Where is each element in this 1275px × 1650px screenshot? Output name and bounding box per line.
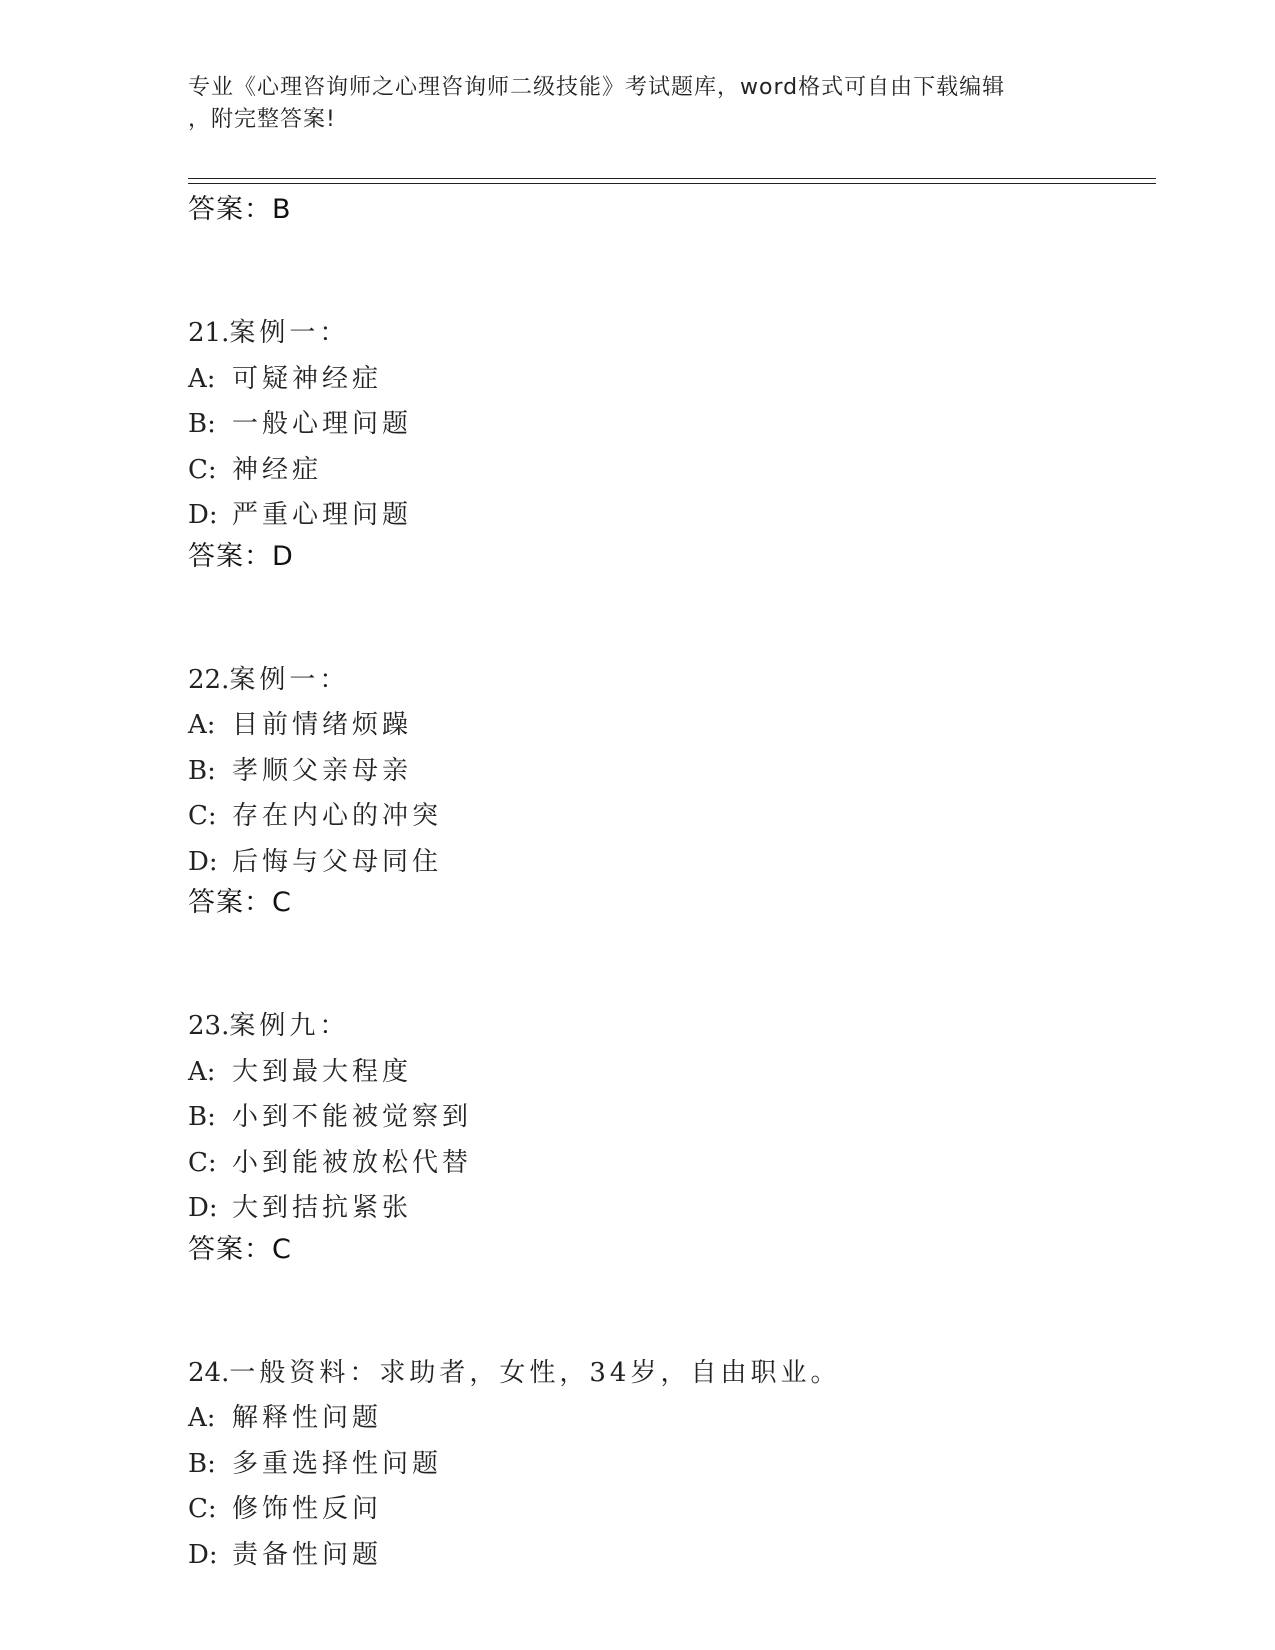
option-text: 小到能被放松代替 <box>232 1147 473 1178</box>
question-stem <box>188 1004 1148 1050</box>
question-number: 21. <box>188 318 230 348</box>
option-text: 目前情绪烦躁 <box>232 710 413 740</box>
option-c <box>188 448 1148 494</box>
question-24 <box>188 1351 1148 1579</box>
option-c <box>188 1141 1148 1187</box>
header-divider-bottom <box>188 183 1156 184</box>
question-text: 案例一： <box>229 664 350 695</box>
option-letter: D: <box>188 500 218 530</box>
option-b <box>188 749 1148 795</box>
option-letter: C: <box>188 1147 217 1178</box>
option-b <box>188 1442 1148 1488</box>
option-text: 后悔与父母同住 <box>232 846 443 877</box>
option-d <box>188 1533 1148 1579</box>
option-text: 多重选择性问题 <box>232 1448 443 1479</box>
option-letter: D: <box>188 846 218 877</box>
option-text: 神经症 <box>232 454 323 485</box>
option-b <box>188 402 1148 448</box>
option-text: 大到最大程度 <box>232 1056 413 1087</box>
document-header <box>188 72 1088 136</box>
option-letter: D: <box>188 1539 218 1570</box>
option-d <box>188 1186 1148 1232</box>
previous-answer: 答案：B <box>188 194 292 225</box>
option-b <box>188 1095 1148 1141</box>
option-letter: C: <box>188 454 217 485</box>
option-text: 孝顺父亲母亲 <box>232 755 413 786</box>
option-letter: C: <box>188 1494 217 1524</box>
option-text: 责备性问题 <box>232 1539 383 1570</box>
option-a <box>188 1050 1148 1096</box>
question-text: 案例九： <box>229 1011 350 1041</box>
option-text: 小到不能被觉察到 <box>232 1102 473 1132</box>
option-letter: B: <box>188 409 216 439</box>
option-text: 存在内心的冲突 <box>232 801 443 831</box>
option-c <box>188 794 1148 840</box>
question-number: 22. <box>188 664 230 695</box>
option-text: 解释性问题 <box>232 1403 383 1433</box>
option-a <box>188 703 1148 749</box>
question-21 <box>188 311 1148 575</box>
option-text: 一般心理问题 <box>232 409 413 439</box>
option-d <box>188 840 1148 886</box>
option-text: 严重心理问题 <box>232 500 413 530</box>
question-stem <box>188 311 1148 357</box>
option-letter: D: <box>188 1193 218 1223</box>
answer-line: 答案：D <box>188 540 294 572</box>
answer-line: 答案：C <box>188 887 292 918</box>
option-letter: A: <box>188 1403 216 1433</box>
question-number: 23. <box>188 1011 230 1041</box>
question-list <box>188 192 1148 1578</box>
header-line-2: ，附完整答案! <box>188 107 336 132</box>
option-text: 大到拮抗紧张 <box>232 1193 413 1223</box>
option-c <box>188 1487 1148 1533</box>
option-letter: A: <box>188 363 216 394</box>
option-letter: A: <box>188 710 216 740</box>
question-stem <box>188 1351 1148 1397</box>
header-line-1: 专业《心理咨询师之心理咨询师二级技能》考试题库，word格式可自由下载编辑 <box>188 75 1006 100</box>
option-letter: B: <box>188 1448 216 1479</box>
option-letter: A: <box>188 1056 216 1087</box>
option-text: 修饰性反问 <box>232 1494 383 1524</box>
option-letter: C: <box>188 801 217 831</box>
option-d <box>188 493 1148 539</box>
option-text: 可疑神经症 <box>232 363 383 394</box>
header-divider-top <box>188 178 1156 179</box>
question-text: 一般资料：求助者，女性，34岁，自由职业。 <box>229 1357 841 1388</box>
option-letter: B: <box>188 1102 216 1132</box>
question-stem <box>188 658 1148 704</box>
option-a <box>188 1396 1148 1442</box>
option-a <box>188 357 1148 403</box>
question-text: 案例一： <box>229 318 350 348</box>
option-letter: B: <box>188 755 216 786</box>
question-23 <box>188 1004 1148 1268</box>
question-22 <box>188 658 1148 922</box>
answer-line: 答案：C <box>188 1233 292 1265</box>
question-number: 24. <box>188 1357 230 1388</box>
